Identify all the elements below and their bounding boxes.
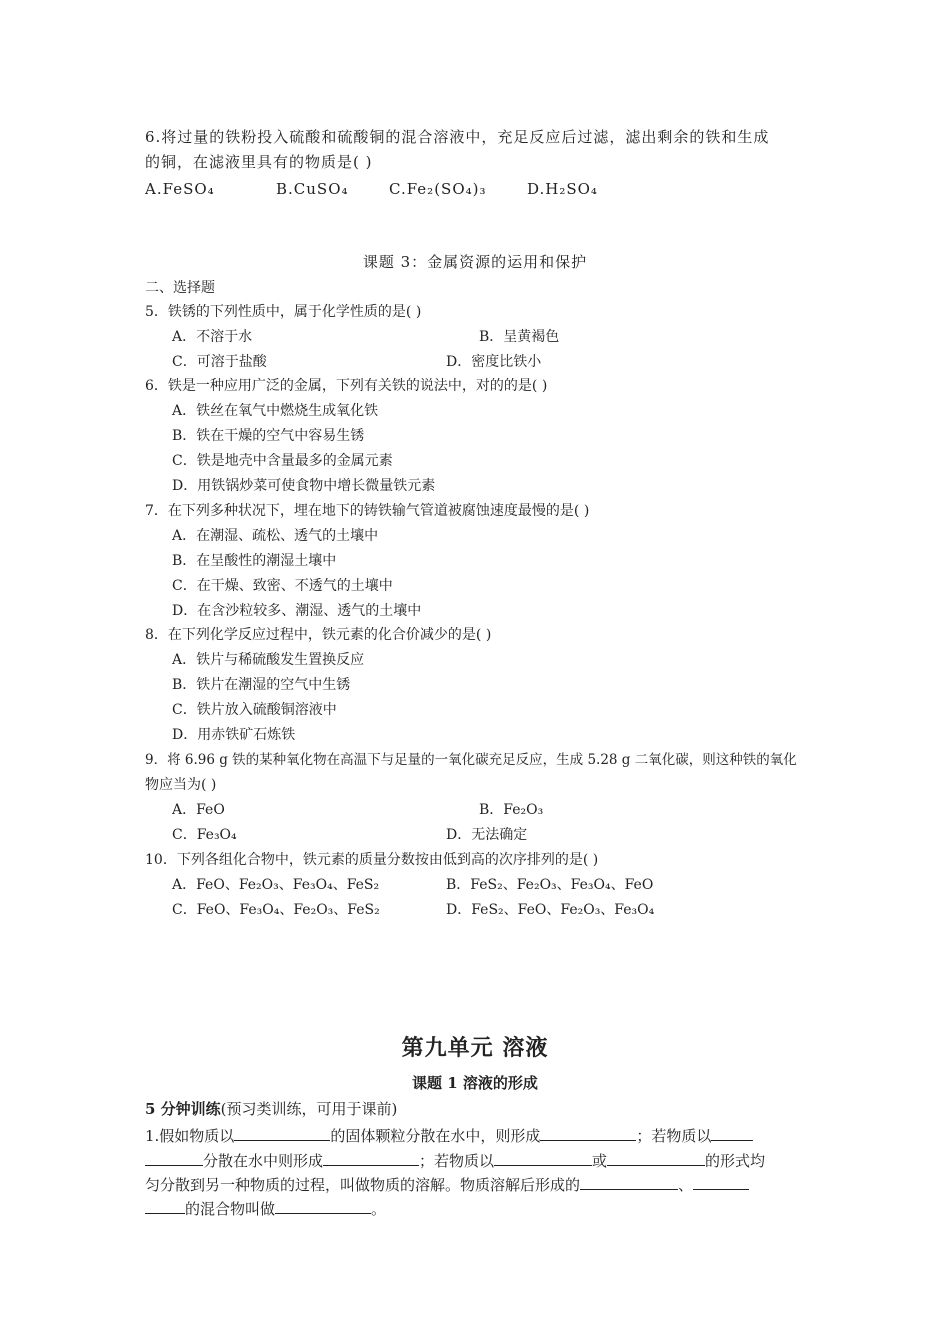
lesson3-title: 课题 3：金属资源的运用和保护 bbox=[362, 253, 588, 271]
q8-option-c: C．铁片放入硫酸铜溶液中 bbox=[172, 702, 337, 718]
q10-stem: 10．下列各组化合物中，铁元素的质量分数按由低到高的次序排列的是( ) bbox=[145, 852, 599, 868]
fill-text: 或 bbox=[592, 1152, 608, 1170]
fill-text: 1.假如物质以 bbox=[145, 1127, 235, 1145]
q5-option-d: D．密度比铁小 bbox=[446, 354, 542, 370]
q9-stem-line2: 物应当为( ) bbox=[145, 777, 217, 793]
lesson1-title: 课题 1 溶液的形成 bbox=[412, 1074, 538, 1092]
q8-stem: 8．在下列化学反应过程中，铁元素的化合价减少的是( ) bbox=[145, 627, 492, 643]
q10-option-d: D．FeS₂、FeO、Fe₂O₃、Fe₃O₄ bbox=[446, 902, 655, 918]
fill-text: 的混合物叫做 bbox=[185, 1200, 276, 1218]
q6-option-c: C．铁是地壳中含量最多的金属元素 bbox=[172, 453, 393, 469]
q10-option-b: B．FeS₂、Fe₂O₃、Fe₃O₄、FeO bbox=[446, 877, 654, 893]
q6-top-line1: 6.将过量的铁粉投入硫酸和硫酸铜的混合溶液中，充足反应后过滤，滤出剩余的铁和生成 bbox=[145, 128, 770, 146]
training-note: (预习类训练，可用于课前) bbox=[220, 1100, 398, 1118]
fill-text: 分散在水中则形成 bbox=[203, 1152, 324, 1170]
q9-option-c: C．Fe₃O₄ bbox=[172, 827, 237, 843]
training-heading bbox=[145, 1100, 397, 1118]
fill-line-4 bbox=[145, 1199, 386, 1218]
q6-stem: 6．铁是一种应用广泛的金属，下列有关铁的说法中，对的的是( ) bbox=[145, 378, 548, 394]
q6-option-b: B．铁在干燥的空气中容易生锈 bbox=[172, 428, 365, 444]
option-d: D.H₂SO₄ bbox=[527, 180, 598, 198]
blank[interactable] bbox=[693, 1175, 749, 1190]
q7-stem: 7．在下列多种状况下，埋在地下的铸铁输气管道被腐蚀速度最慢的是( ) bbox=[145, 503, 590, 519]
fill-text: 的固体颗粒分散在水中，则形成 bbox=[330, 1127, 541, 1145]
fill-text: 的形式均 bbox=[705, 1152, 766, 1170]
blank[interactable] bbox=[145, 1199, 185, 1214]
q6-option-d: D．用铁锅炒菜可使食物中增长微量铁元素 bbox=[172, 478, 436, 494]
fill-line-1 bbox=[145, 1126, 753, 1145]
training-label: 5 分钟训练 bbox=[145, 1100, 221, 1118]
blank[interactable] bbox=[711, 1126, 753, 1141]
option-b: B.CuSO₄ bbox=[276, 180, 349, 198]
q5-option-c: C．可溶于盐酸 bbox=[172, 354, 267, 370]
q7-option-c: C．在干燥、致密、不透气的土壤中 bbox=[172, 578, 393, 594]
fill-line-2 bbox=[145, 1151, 765, 1170]
section-heading: 二、选择题 bbox=[145, 280, 215, 296]
blank[interactable] bbox=[275, 1199, 371, 1214]
q9-option-a: A．FeO bbox=[172, 802, 225, 818]
q5-option-a: A．不溶于水 bbox=[172, 329, 253, 345]
q9-stem-line1: 9．将 6.96 g 铁的某种氧化物在高温下与足量的一氧化碳充足反应，生成 5.28 g 二氧化碳，则这种铁的氧化 bbox=[145, 752, 797, 768]
fill-text: 匀分散到另一种物质的过程，叫做物质的溶解。物质溶解后形成的 bbox=[145, 1176, 581, 1194]
q8-option-b: B．铁片在潮湿的空气中生锈 bbox=[172, 677, 351, 693]
fill-text: ；若物质以 bbox=[636, 1127, 712, 1145]
option-c: C.Fe₂(SO₄)₃ bbox=[389, 180, 487, 198]
q7-option-a: A．在潮湿、疏松、透气的土壤中 bbox=[172, 528, 379, 544]
q5-stem: 5．铁锈的下列性质中，属于化学性质的是( ) bbox=[145, 304, 422, 320]
blank[interactable] bbox=[234, 1126, 330, 1141]
blank[interactable] bbox=[494, 1151, 592, 1166]
blank[interactable] bbox=[145, 1151, 203, 1166]
q7-option-d: D．在含沙粒较多、潮湿、透气的土壤中 bbox=[172, 603, 422, 619]
q9-option-d: D．无法确定 bbox=[446, 827, 528, 843]
unit-title: 第九单元 溶液 bbox=[401, 1035, 549, 1061]
q6-top-options bbox=[145, 180, 805, 200]
q8-option-a: A．铁片与稀硫酸发生置换反应 bbox=[172, 652, 365, 668]
blank[interactable] bbox=[580, 1175, 678, 1190]
q6-top-line2: 的铜，在滤液里具有的物质是( ) bbox=[145, 153, 373, 171]
blank[interactable] bbox=[323, 1151, 419, 1166]
fill-text: 、 bbox=[678, 1176, 694, 1194]
blank[interactable] bbox=[607, 1151, 705, 1166]
q5-option-b: B．呈黄褐色 bbox=[479, 329, 560, 345]
q10-option-a: A．FeO、Fe₂O₃、Fe₃O₄、FeS₂ bbox=[172, 877, 380, 893]
q8-option-d: D．用赤铁矿石炼铁 bbox=[172, 727, 296, 743]
fill-text: ；若物质以 bbox=[419, 1152, 495, 1170]
q7-option-b: B．在呈酸性的潮湿土壤中 bbox=[172, 553, 337, 569]
q9-option-b: B．Fe₂O₃ bbox=[479, 802, 544, 818]
fill-text: 。 bbox=[371, 1200, 387, 1218]
q6-option-a: A．铁丝在氧气中燃烧生成氧化铁 bbox=[172, 403, 379, 419]
blank[interactable] bbox=[540, 1126, 636, 1141]
option-a: A.FeSO₄ bbox=[145, 180, 215, 198]
fill-line-3 bbox=[145, 1175, 749, 1194]
q10-option-c: C．FeO、Fe₃O₄、Fe₂O₃、FeS₂ bbox=[172, 902, 380, 918]
